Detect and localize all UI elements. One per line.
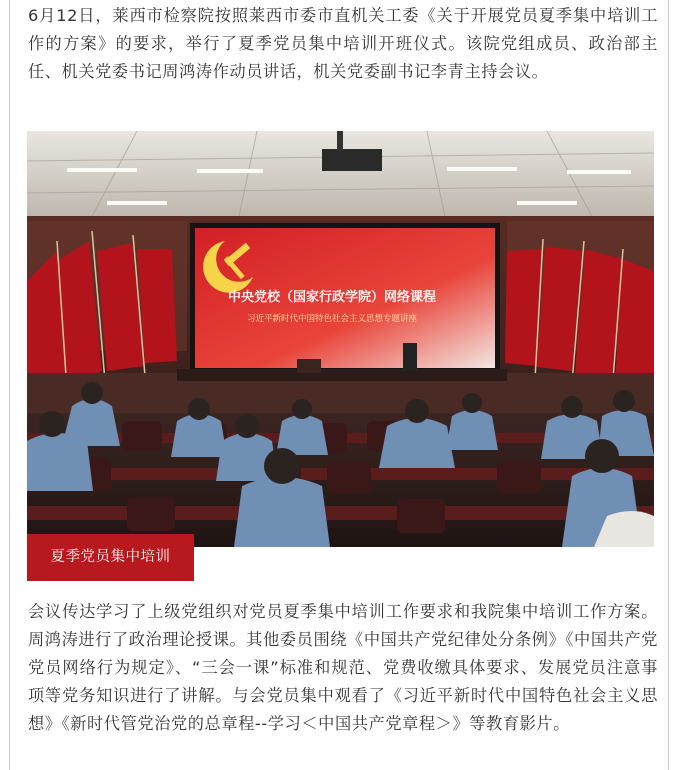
meeting-photo (27, 131, 654, 547)
screen-subtitle: 习近平新时代中国特色社会主义思想专题讲座 (246, 314, 418, 324)
body-paragraph: 会议传达学习了上级党组织对党员夏季集中培训工作要求和我院集中培训工作方案。周鸿涛进行了政治理论授课。其他委员围绕《中国共产党纪律处分条例》《中国共产党党员网络行为规定》、“三会一课”标准和规范、党费收缴具体要求、发展党员注意事项等党务知识进行了讲解。与会党员集中观看了《习近平新时代中国特色社会主义思想》《新时代管党治党的总章程--学习＜中国共产党章程＞》等教育影片。 (28, 602, 658, 733)
article-frame (9, 0, 669, 770)
screen-title: 中央党校（国家行政学院）网络课程 (227, 290, 437, 305)
intro-paragraph: 6月12日，莱西市检察院按照莱西市委市直机关工委《关于开展党员夏季集中培训工作的方案》的要求，举行了夏季党员集中培训开班仪式。该院党组成员、政治部主任、机关党委书记周鸿涛作动员讲话，机关党委副书记李青主持会议。 (28, 6, 658, 81)
photo-caption: 夏季党员集中培训 (27, 534, 194, 581)
